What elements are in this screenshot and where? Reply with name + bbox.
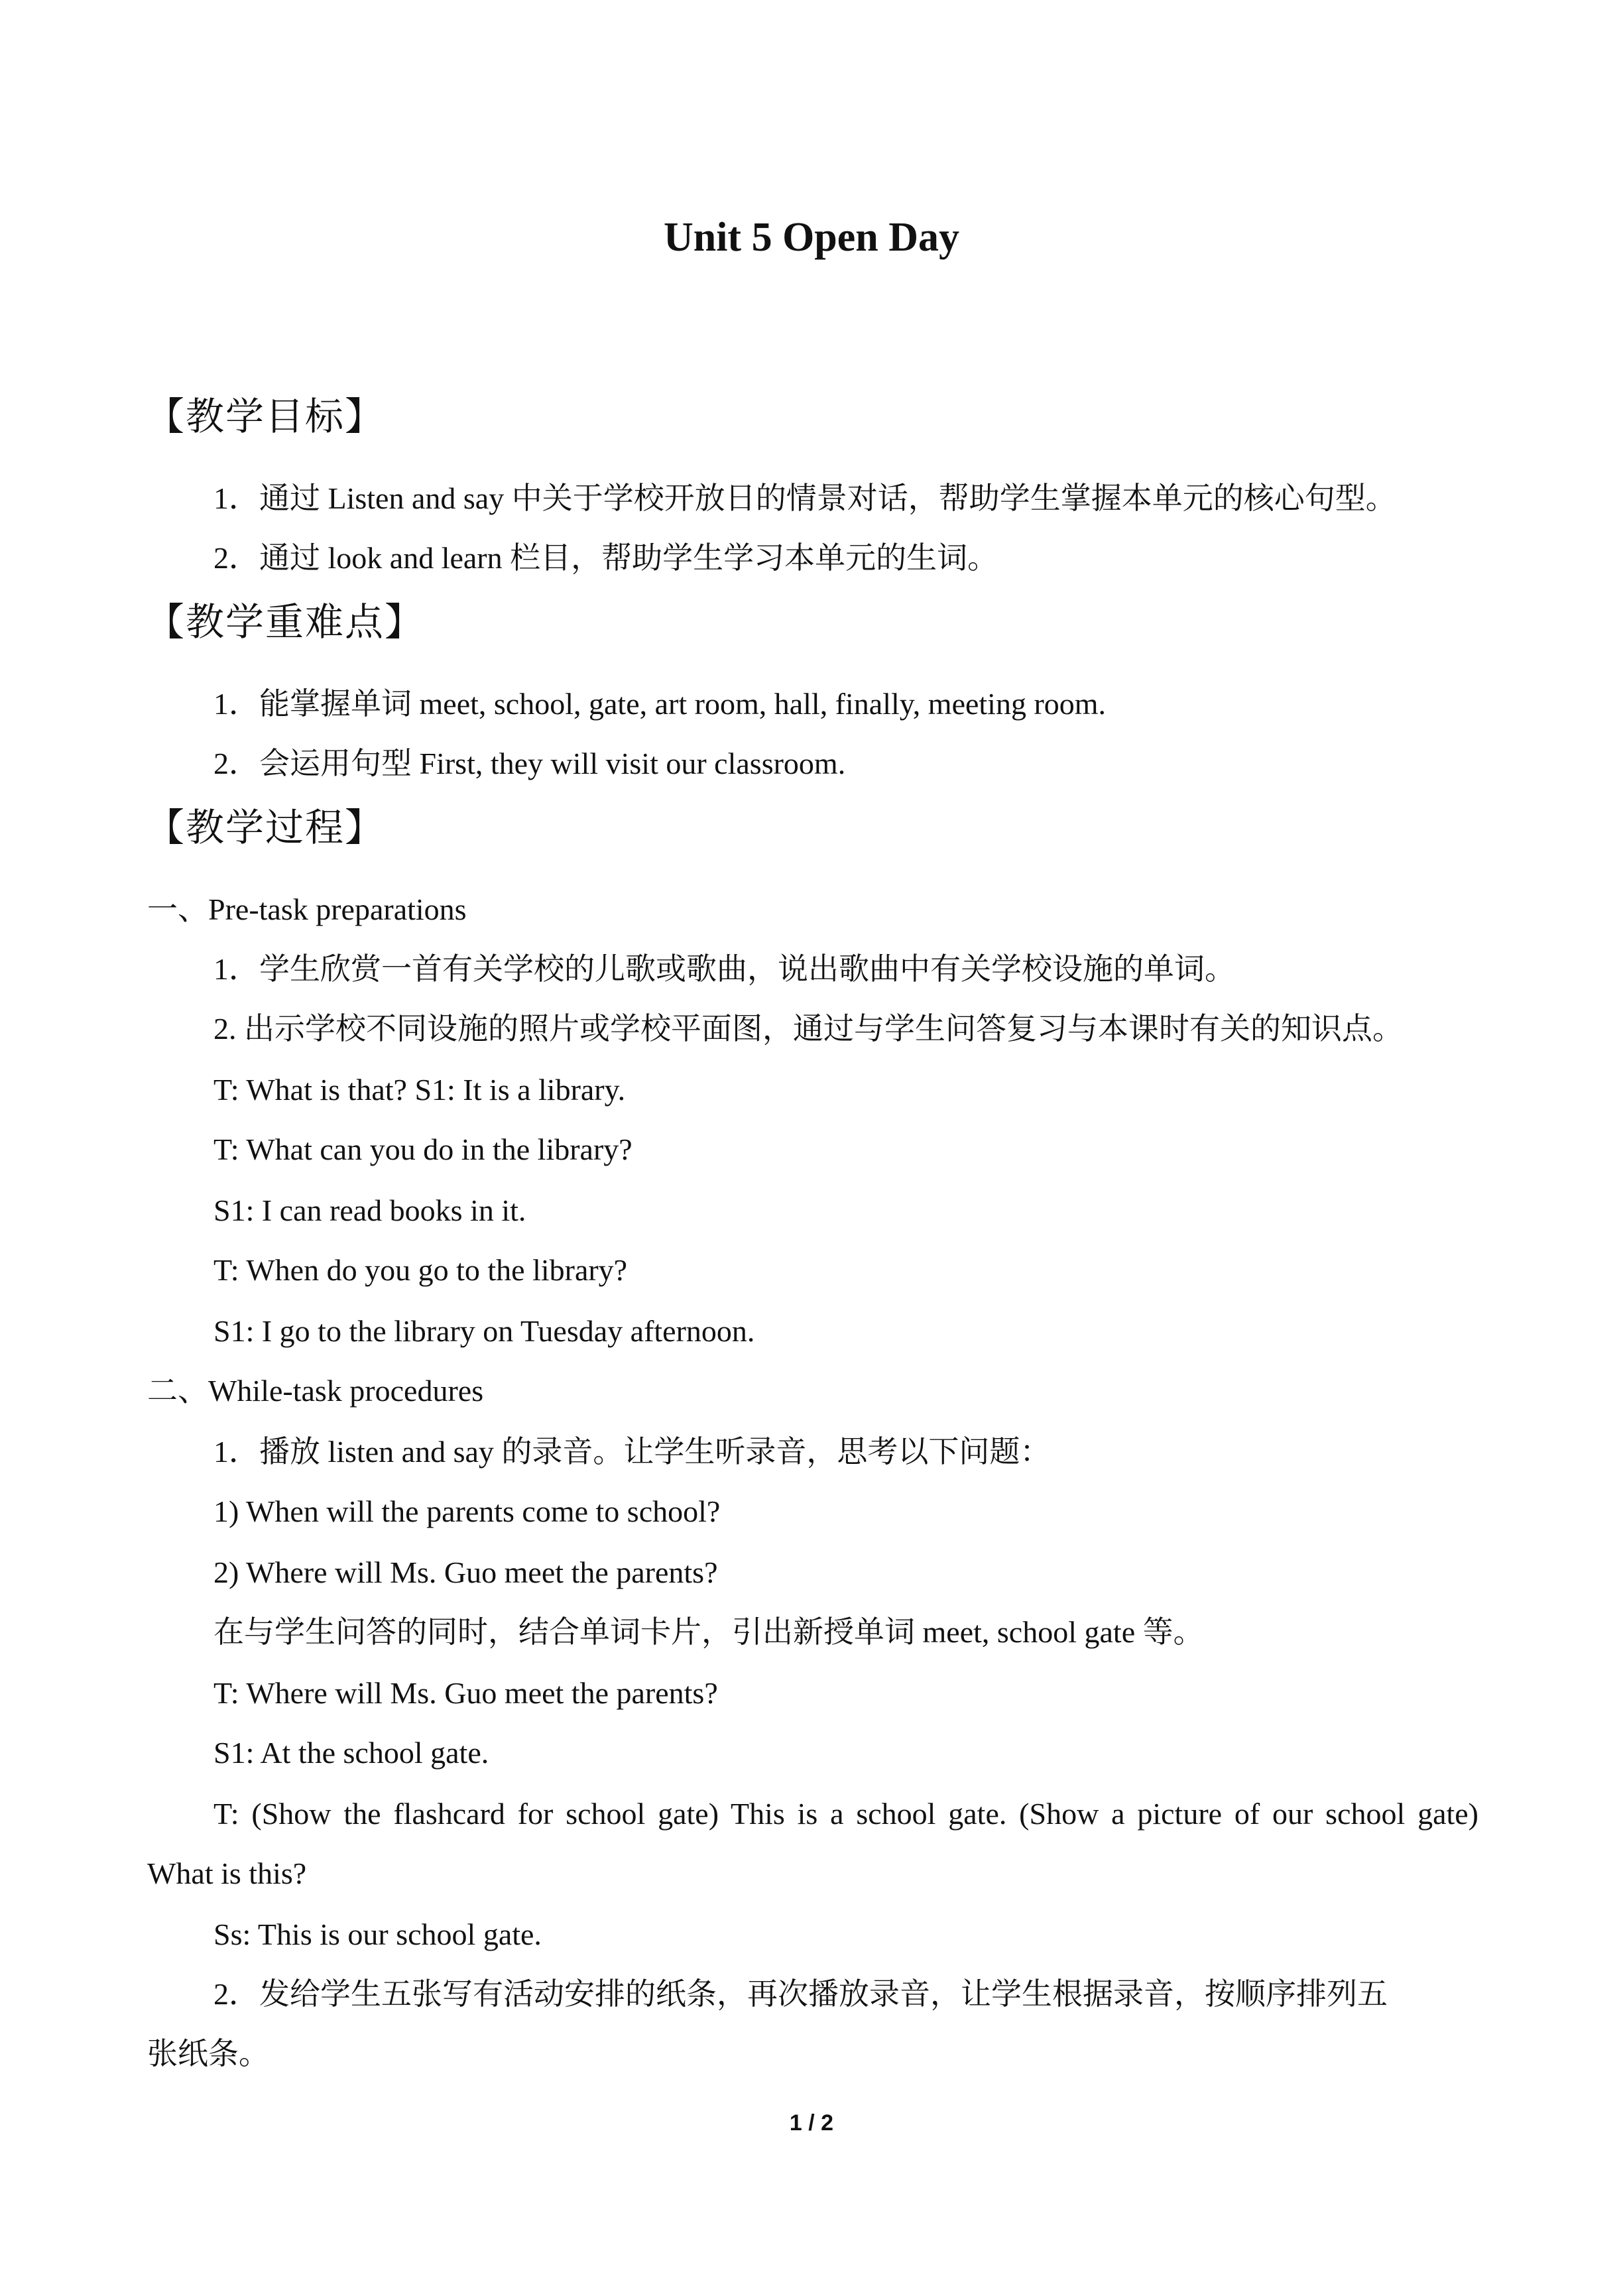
- part1-line-7: S1: I go to the library on Tuesday afternoon.: [213, 1314, 755, 1348]
- part2-line-5: T: Where will Ms. Guo meet the parents?: [213, 1676, 718, 1710]
- part1-line-1: 1．学生欣赏一首有关学校的儿歌或歌曲，说出歌曲中有关学校设施的单词。: [213, 952, 1235, 986]
- part2-line-2: 1) When will the parents come to school?: [213, 1494, 721, 1528]
- part2-line-3: 2) Where will Ms. Guo meet the parents?: [213, 1555, 718, 1589]
- part2-line-1: 1．播放 listen and say 的录音。让学生听录音，思考以下问题：: [213, 1435, 1051, 1469]
- step2-line-1: 2．发给学生五张写有活动安排的纸条，再次播放录音，让学生根据录音，按顺序排列五: [213, 1977, 1388, 2011]
- part2-line-6: S1: At the school gate.: [213, 1736, 489, 1770]
- key-point-item-1: 1．能掌握单词 meet, school, gate, art room, hall, finally, meeting room.: [213, 687, 1107, 721]
- heading-objectives: 【教学目标】: [146, 394, 385, 439]
- part1-line-5: S1: I can read books in it.: [213, 1193, 526, 1227]
- part2-response-line: Ss: This is our school gate.: [213, 1917, 542, 1951]
- part2-title: 二、While-task procedures: [147, 1374, 484, 1408]
- part1-line-3: T: What is that? S1: It is a library.: [213, 1073, 626, 1107]
- page-number: 1 / 2: [789, 2110, 834, 2136]
- flashcard-line-1: T: (Show the flashcard for school gate) This is a school gate. (Show a picture of our school gate): [213, 1797, 1478, 1831]
- heading-process: 【教学过程】: [146, 805, 385, 850]
- part1-line-6: T: When do you go to the library?: [213, 1253, 628, 1287]
- part1-title: 一、Pre-task preparations: [147, 892, 467, 926]
- part1-line-2: 2. 出示学校不同设施的照片或学校平面图，通过与学生问答复习与本课时有关的知识点。: [213, 1012, 1403, 1046]
- heading-key-points: 【教学重难点】: [146, 599, 425, 644]
- part2-line-4: 在与学生问答的同时，结合单词卡片，引出新授单词 meet, school gate 等。: [213, 1615, 1204, 1649]
- objective-item-2: 2．通过 look and learn 栏目，帮助学生学习本单元的生词。: [213, 541, 998, 575]
- flashcard-line-2: What is this?: [147, 1856, 307, 1890]
- part1-line-4: T: What can you do in the library?: [213, 1132, 632, 1166]
- page-title: Unit 5 Open Day: [663, 215, 960, 260]
- step2-line-2: 张纸条。: [147, 2037, 269, 2071]
- objective-item-1: 1．通过 Listen and say 中关于学校开放日的情景对话，帮助学生掌握本单元的核心句型。: [213, 481, 1396, 515]
- key-point-item-2: 2．会运用句型 First, they will visit our classroom.: [213, 747, 846, 780]
